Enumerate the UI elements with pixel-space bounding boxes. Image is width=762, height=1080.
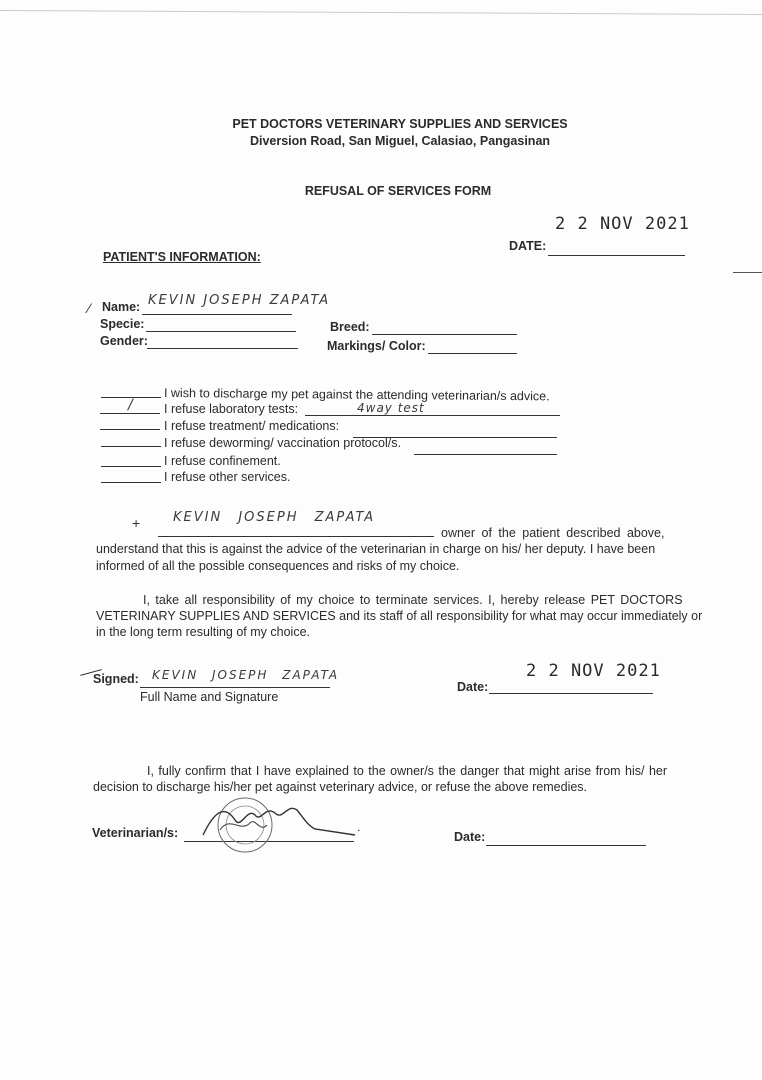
company-address: Diversion Road, San Miguel, Calasiao, Pangasinan — [249, 134, 551, 148]
option-line-6 — [101, 482, 161, 483]
release-line2: VETERINARY SUPPLIES AND SERVICES and its staff of all responsibility for what may occur immediately or — [96, 609, 703, 623]
company-name: PET DOCTORS VETERINARY SUPPLIES AND SERVICES — [232, 117, 568, 131]
option-line-3 — [100, 429, 160, 430]
statement-line2: understand that this is against the advice of the veterinarian in charge on his/ her deputy. I have been — [96, 542, 656, 556]
signed-date-line — [489, 693, 653, 694]
signed-handwritten: KEVIN JOSEPH ZAPATA — [152, 668, 340, 682]
date-line — [548, 255, 685, 256]
signed-caption: Full Name and Signature — [140, 690, 279, 704]
scan-top-line — [0, 10, 762, 15]
option-line-4 — [101, 446, 161, 447]
veterinarian-signature-stamp — [195, 795, 365, 855]
signature-dot: . — [357, 820, 361, 834]
confirm-line2: decision to discharge his/her pet against veterinary advice, or refuse the above remedies. — [93, 780, 588, 794]
specie-line — [146, 331, 296, 332]
statement-line1: owner of the patient described above, — [441, 526, 665, 540]
option-line-2 — [100, 413, 160, 414]
name-label: Name: — [102, 300, 141, 314]
option-check-2: / — [128, 397, 133, 413]
option-text-3: I refuse treatment/ medications: — [164, 419, 340, 433]
markings-line — [428, 353, 517, 354]
veterinarian-date-label: Date: — [454, 830, 486, 844]
lab-test-handwritten: 4way test — [357, 401, 425, 415]
owner-name-handwritten: KEVIN JOSEPH ZAPATA — [173, 510, 376, 525]
option-line-5 — [101, 466, 161, 467]
gender-label: Gender: — [100, 334, 148, 348]
lab-test-line — [305, 415, 560, 416]
signed-date-label: Date: — [457, 680, 489, 694]
veterinarian-label: Veterinarian/s: — [92, 826, 179, 840]
signed-label: Signed: — [93, 672, 139, 686]
owner-tick: + — [132, 515, 141, 531]
name-line — [142, 314, 292, 315]
name-handwritten: KEVIN JOSEPH ZAPATA — [148, 293, 331, 308]
option-text-5: I refuse confinement. — [164, 454, 281, 468]
veterinarian-date-line — [486, 845, 646, 846]
option-text-2: I refuse laboratory tests: — [164, 402, 299, 416]
owner-line — [158, 536, 434, 537]
form-title: REFUSAL OF SERVICES FORM — [304, 184, 492, 198]
option-text-4: I refuse deworming/ vaccination protocol/s. — [164, 436, 401, 450]
deworming-line — [414, 454, 557, 455]
breed-label: Breed: — [330, 320, 370, 334]
date-label: DATE: — [509, 239, 547, 253]
option-text-1: I wish to discharge my pet against the attending veterinarian/s advice. — [163, 386, 550, 404]
markings-label: Markings/ Color: — [327, 339, 426, 353]
signed-date-handwritten: 2 2 NOV 2021 — [526, 661, 661, 681]
patient-info-heading: PATIENT'S INFORMATION: — [103, 250, 261, 264]
specie-label: Specie: — [100, 317, 145, 331]
release-line1: I, take all responsibility of my choice to terminate services. I, hereby release PET DOCTORS — [143, 593, 683, 607]
edge-mark — [733, 272, 762, 273]
name-tick: ⁄ — [88, 300, 91, 316]
breed-line — [372, 334, 517, 335]
release-line3: in the long term resulting of my choice. — [96, 625, 310, 639]
confirm-line1: I, fully confirm that I have explained to the owner/s the danger that might arise from his/ her — [147, 764, 668, 778]
signed-line — [140, 687, 330, 688]
gender-line — [147, 348, 298, 349]
date-handwritten: 2 2 NOV 2021 — [555, 214, 690, 234]
statement-line3: informed of all the possible consequences and risks of my choice. — [96, 559, 460, 573]
option-text-6: I refuse other services. — [164, 470, 291, 484]
